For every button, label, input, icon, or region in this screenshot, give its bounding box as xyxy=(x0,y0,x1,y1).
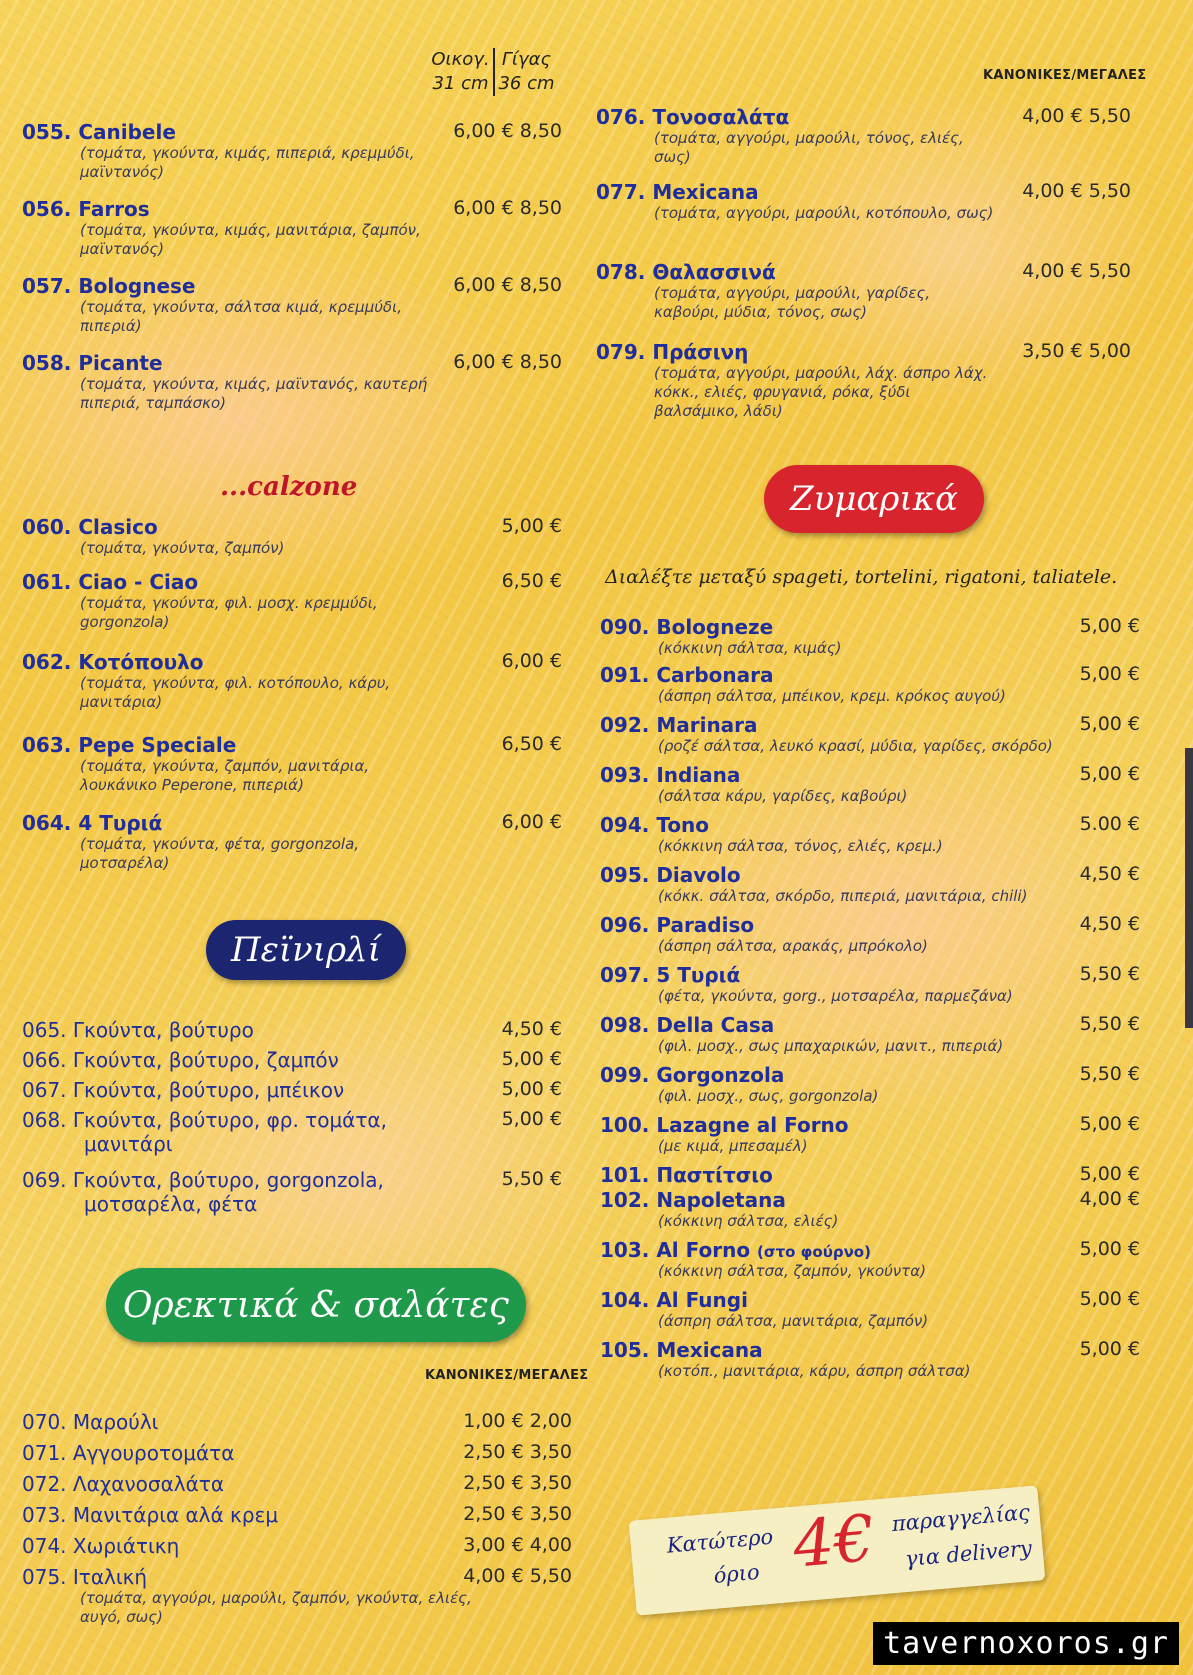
item-name: Bologneze xyxy=(656,615,774,639)
item-title xyxy=(600,1188,1140,1212)
item-price: 6,00 € 8,50 xyxy=(453,197,562,219)
item-number: 073. xyxy=(22,1503,67,1527)
item-name: Lazagne al Forno xyxy=(656,1113,849,1137)
item-name: Γκούντα, βούτυρο, ζαμπόν xyxy=(72,1048,339,1072)
item-name: Pepe Speciale xyxy=(78,733,237,757)
item-title xyxy=(22,1018,562,1042)
item-title xyxy=(600,813,1140,837)
item-number: 096. xyxy=(600,913,650,937)
pizzas-item xyxy=(22,120,562,182)
item-description: (τομάτα, γκούντα, κιμάς, μαϊντανός, καυτερή πιπεριά, ταμπάσκο) xyxy=(80,375,428,412)
item-description: (τομάτα, γκούντα, ζαμπόν, μανιτάρια, λουκάνικο Peperone, πιπεριά) xyxy=(80,757,370,794)
calzone-item xyxy=(22,570,562,632)
pasta-item xyxy=(600,615,1140,658)
item-price: 5,00 € xyxy=(1079,763,1140,785)
item-price: 4,00 € 5,50 xyxy=(463,1565,572,1587)
item-price: 5,50 € xyxy=(1079,1013,1140,1035)
pasta-item xyxy=(600,663,1140,706)
item-name: Χωριάτικη xyxy=(72,1534,180,1558)
item-name: Πράσινη xyxy=(652,340,749,364)
item-number: 072. xyxy=(22,1472,67,1496)
item-description: (άσπρη σάλτσα, μπέικον, κρεμ. κρόκος αυγού) xyxy=(658,687,1006,705)
item-price: 6,00 € 8,50 xyxy=(453,351,562,373)
item-number: 070. xyxy=(22,1410,67,1434)
item-name: Mexicana xyxy=(656,1338,763,1362)
item-name: Μανιτάρια αλά κρεμ xyxy=(72,1503,279,1527)
item-number: 068. xyxy=(22,1108,67,1132)
salads-item xyxy=(22,1472,572,1496)
banner-word4: για delivery xyxy=(903,1536,1033,1572)
item-number: 103. xyxy=(600,1238,650,1262)
peinirli-item xyxy=(22,1078,562,1102)
item-name: Al Fungi xyxy=(656,1288,748,1312)
pizza-list xyxy=(22,120,562,450)
item-name: Γκούντα, βούτυρο, φρ. τομάτα, xyxy=(72,1108,387,1132)
calzone-item xyxy=(22,733,562,795)
item-description: (ροζέ σάλτσα, λευκό κρασί, μύδια, γαρίδες, σκόρδο) xyxy=(658,737,1053,755)
pasta-item xyxy=(600,863,1140,906)
peinirli-item xyxy=(22,1018,562,1042)
item-number: 063. xyxy=(22,733,72,757)
item-description: (τομάτα, γκούντα, φιλ. κοτόπουλο, κάρυ, μανιτάρια) xyxy=(80,674,391,711)
item-price: 6,00 € 8,50 xyxy=(453,274,562,296)
item-number: 069. xyxy=(22,1168,67,1192)
item-description: (τομάτα, γκούντα, κιμάς, μανιτάρια, ζαμπόν, μαϊντανός) xyxy=(80,221,421,258)
item-name: Clasico xyxy=(78,515,158,539)
item-description: (άσπρη σάλτσα, αρακάς, μπρόκολο) xyxy=(658,937,928,955)
item-price: 2,50 € 3,50 xyxy=(463,1472,572,1494)
item-price: 5,50 € xyxy=(1079,1063,1140,1085)
item-name: Γκούντα, βούτυρο, gorgonzola, xyxy=(72,1168,384,1192)
item-price: 2,50 € 3,50 xyxy=(463,1503,572,1525)
item-name: Paradiso xyxy=(656,913,755,937)
page-edge-shadow xyxy=(1185,748,1193,1028)
item-number: 065. xyxy=(22,1018,67,1042)
peinirli-title: Πεϊνιρλί xyxy=(230,930,382,970)
item-number: 105. xyxy=(600,1338,650,1362)
banner-word1: Κατώτερο xyxy=(665,1524,775,1558)
size2-cm: 36 cm xyxy=(498,73,555,94)
item-number: 071. xyxy=(22,1441,67,1465)
item-number: 078. xyxy=(596,260,646,284)
item-number: 067. xyxy=(22,1078,67,1102)
item-name: Παστίτσιο xyxy=(656,1163,773,1187)
item-number: 094. xyxy=(600,813,650,837)
peinirli-item xyxy=(22,1168,562,1216)
item-name-extra: (στο φούρνο) xyxy=(757,1243,871,1261)
item-number: 099. xyxy=(600,1063,650,1087)
item-title xyxy=(22,515,562,539)
item-price: 4,00 € 5,50 xyxy=(1022,260,1131,282)
pasta-item xyxy=(600,963,1140,1006)
calzone-item xyxy=(22,811,562,873)
item-price: 2,50 € 3,50 xyxy=(463,1441,572,1463)
item-number: 064. xyxy=(22,811,72,835)
item-number: 077. xyxy=(596,180,646,204)
peinirli-item xyxy=(22,1108,562,1156)
item-price: 5,00 € xyxy=(1079,1113,1140,1135)
item-number: 060. xyxy=(22,515,72,539)
banner-amount: 4€ xyxy=(790,1501,878,1583)
item-name: Κοτόπουλο xyxy=(78,650,204,674)
item-price: 5,50 € xyxy=(501,1168,562,1190)
item-name: Ιταλική xyxy=(72,1565,148,1589)
salads-title-pill xyxy=(106,1268,526,1342)
item-price: 4,00 € 5,50 xyxy=(1022,180,1131,202)
item-name: Canibele xyxy=(78,120,176,144)
salads2-item xyxy=(596,260,1131,322)
item-description: (τομάτα, γκούντα, σάλτσα κιμά, κρεμμύδι, πιπεριά) xyxy=(80,298,402,335)
item-name: Μαρούλι xyxy=(72,1410,159,1434)
item-name: Λαχανοσαλάτα xyxy=(72,1472,225,1496)
item-price: 3,00 € 4,00 xyxy=(463,1534,572,1556)
item-title xyxy=(22,811,562,835)
item-price: 6,00 € xyxy=(501,650,562,672)
item-description: (τομάτα, γκούντα, ζαμπόν) xyxy=(80,539,285,557)
item-number: 098. xyxy=(600,1013,650,1037)
item-number: 090. xyxy=(600,615,650,639)
item-number: 061. xyxy=(22,570,72,594)
salads-list xyxy=(22,1410,572,1660)
item-title xyxy=(600,913,1140,937)
item-price: 5,50 € xyxy=(1079,963,1140,985)
item-title xyxy=(22,650,562,674)
item-title xyxy=(22,1078,562,1102)
pasta-choose-text: Διαλέξτε μεταξύ spageti, tortelini, rigatoni, taliatele. xyxy=(605,566,1118,588)
item-price: 5,00 € xyxy=(1079,663,1140,685)
size1-label: Οικογ. xyxy=(428,48,495,72)
item-price: 5.00 € xyxy=(1079,813,1140,835)
item-description: (φέτα, γκούντα, gorg., μοτσαρέλα, παρμεζάνα) xyxy=(658,987,1013,1005)
item-name: Farros xyxy=(78,197,150,221)
item-description: (φιλ. μοσχ., σως, gorgonzola) xyxy=(658,1087,879,1105)
item-title xyxy=(600,663,1140,687)
item-price: 5,00 € xyxy=(1079,1238,1140,1260)
item-price: 1,00 € 2,00 xyxy=(463,1410,572,1432)
pizza-size-header xyxy=(428,48,558,96)
item-name: Τονοσαλάτα xyxy=(652,105,790,129)
item-price: 5,00 € xyxy=(501,1048,562,1070)
item-title xyxy=(22,733,562,757)
item-number: 076. xyxy=(596,105,646,129)
pizzas-item xyxy=(22,274,562,336)
right-size-header: ΚΑΝΟΝΙΚΕΣ/ΜΕΓΑΛΕΣ xyxy=(983,68,1147,83)
salads2-item xyxy=(596,105,1131,167)
item-name: Napoletana xyxy=(656,1188,786,1212)
salads2-item xyxy=(596,180,1131,223)
pasta-item xyxy=(600,1013,1140,1056)
salads-title: Ορεκτικά & σαλάτες xyxy=(123,1284,509,1326)
item-name: Γκούντα, βούτυρο, μπέικον xyxy=(72,1078,345,1102)
item-description: (τομάτα, γκούντα, φέτα, gorgonzola, μοτσαρέλα) xyxy=(80,835,360,872)
salads-item xyxy=(22,1410,572,1434)
salads-item xyxy=(22,1503,572,1527)
item-price: 6,50 € xyxy=(501,570,562,592)
salads-item xyxy=(22,1441,572,1465)
item-number: 062. xyxy=(22,650,72,674)
item-price: 5,00 € xyxy=(1079,1163,1140,1185)
size1-cm: 31 cm xyxy=(428,72,495,96)
item-description: (σάλτσα κάρυ, γαρίδες, καβούρι) xyxy=(658,787,908,805)
salads-item xyxy=(22,1565,572,1627)
item-title xyxy=(600,763,1140,787)
item-price: 5,00 € xyxy=(501,1108,562,1130)
item-price: 5,00 € xyxy=(1079,1338,1140,1360)
item-description: (τομάτα, αγγούρι, μαρούλι, κοτόπουλο, σως) xyxy=(654,204,994,222)
item-number: 091. xyxy=(600,663,650,687)
item-name: 4 Τυριά xyxy=(78,811,163,835)
pasta-item xyxy=(600,1188,1140,1231)
item-description: (τομάτα, γκούντα, κιμάς, πιπεριά, κρεμμύδι, μαϊντανός) xyxy=(80,144,415,181)
item-title xyxy=(22,570,562,594)
peinirli-item xyxy=(22,1048,562,1072)
item-number: 055. xyxy=(22,120,72,144)
item-title xyxy=(22,1168,562,1192)
pasta-list xyxy=(600,615,1140,1470)
item-name: Diavolo xyxy=(656,863,741,887)
item-price: 6,00 € 8,50 xyxy=(453,120,562,142)
calzone-item xyxy=(22,650,562,712)
item-number: 056. xyxy=(22,197,72,221)
salads2-item xyxy=(596,340,1131,421)
item-description: (κόκκινη σάλτσα, ζαμπόν, γκούντα) xyxy=(658,1262,926,1280)
watermark: tavernoxoros.gr xyxy=(873,1622,1179,1665)
delivery-minimum-banner xyxy=(629,1485,1046,1615)
item-name: Bolognese xyxy=(78,274,196,298)
item-name: Tono xyxy=(656,813,710,837)
item-description: (κόκκινη σάλτσα, τόνος, ελιές, κρεμ.) xyxy=(658,837,943,855)
banner-word2: όριο xyxy=(712,1559,761,1588)
item-title xyxy=(600,713,1140,737)
item-name: 5 Τυριά xyxy=(656,963,741,987)
item-title xyxy=(22,1108,562,1132)
banner-word3: παραγγελίας xyxy=(890,1500,1031,1537)
item-name: Γκούντα, βούτυρο xyxy=(72,1018,254,1042)
pasta-item xyxy=(600,913,1140,956)
item-name: Della Casa xyxy=(656,1013,775,1037)
item-description: (τομάτα, γκούντα, φιλ. μοσχ. κρεμμύδι, gorgonzola) xyxy=(80,594,378,631)
pasta-item xyxy=(600,1063,1140,1106)
item-name: Mexicana xyxy=(652,180,759,204)
pasta-item xyxy=(600,1238,1140,1281)
peinirli-title-pill xyxy=(206,920,406,980)
pasta-title-pill xyxy=(764,465,984,533)
size2-label: Γίγας xyxy=(501,49,552,70)
item-price: 4,00 € 5,50 xyxy=(1022,105,1131,127)
pasta-title: Ζυμαρικά xyxy=(790,479,958,519)
pizzas-item xyxy=(22,197,562,259)
pizzas-item xyxy=(22,351,562,413)
item-price: 4,50 € xyxy=(501,1018,562,1040)
calzone-title: ...calzone xyxy=(220,472,358,502)
item-name: Gorgonzola xyxy=(656,1063,785,1087)
item-description: (φιλ. μοσχ., σως μπαχαρικών, μανιτ., πιπεριά) xyxy=(658,1037,1004,1055)
item-name: Picante xyxy=(78,351,163,375)
pasta-item xyxy=(600,1338,1140,1381)
item-price: 6,50 € xyxy=(501,733,562,755)
item-name-cont: μοτσαρέλα, φέτα xyxy=(84,1192,258,1216)
item-name: Θαλασσινά xyxy=(652,260,776,284)
item-price: 4,50 € xyxy=(1079,913,1140,935)
item-number: 097. xyxy=(600,963,650,987)
item-description: (τομάτα, αγγούρι, μαρούλι, ζαμπόν, γκούντα, ελιές, αυγό, σως) xyxy=(80,1589,472,1626)
item-price: 5,00 € xyxy=(1079,1288,1140,1310)
item-name: Carbonara xyxy=(656,663,774,687)
item-number: 058. xyxy=(22,351,72,375)
pasta-item xyxy=(600,1288,1140,1331)
item-number: 093. xyxy=(600,763,650,787)
item-number: 104. xyxy=(600,1288,650,1312)
item-title xyxy=(22,1048,562,1072)
item-number: 075. xyxy=(22,1565,67,1589)
item-number: 092. xyxy=(600,713,650,737)
item-description: (άσπρη σάλτσα, μανιτάρια, ζαμπόν) xyxy=(658,1312,929,1330)
item-number: 101. xyxy=(600,1163,650,1187)
pasta-item xyxy=(600,1163,1140,1187)
item-description: (με κιμά, μπεσαμέλ) xyxy=(658,1137,808,1155)
item-title xyxy=(600,1338,1140,1362)
item-name: Indiana xyxy=(656,763,741,787)
item-name: Αγγουροτομάτα xyxy=(72,1441,235,1465)
item-description: (κόκκινη σάλτσα, ελιές) xyxy=(658,1212,839,1230)
item-title xyxy=(600,1063,1140,1087)
item-title xyxy=(600,863,1140,887)
item-number: 079. xyxy=(596,340,646,364)
item-title xyxy=(600,1238,1140,1262)
item-price: 5,00 € xyxy=(501,515,562,537)
item-description: (τομάτα, αγγούρι, μαρούλι, τόνος, ελιές, σως) xyxy=(654,129,964,166)
item-description: (τομάτα, αγγούρι, μαρούλι, γαρίδες, καβούρι, μύδια, τόνος, σως) xyxy=(654,284,931,321)
item-number: 066. xyxy=(22,1048,67,1072)
salads-size-header: ΚΑΝΟΝΙΚΕΣ/ΜΕΓΑΛΕΣ xyxy=(425,1368,589,1383)
item-price: 5,00 € xyxy=(1079,615,1140,637)
item-number: 102. xyxy=(600,1188,650,1212)
item-title xyxy=(600,1288,1140,1312)
item-number: 057. xyxy=(22,274,72,298)
item-price: 4,00 € xyxy=(1079,1188,1140,1210)
calzone-list xyxy=(22,515,562,915)
pasta-item xyxy=(600,713,1140,756)
item-price: 5,00 € xyxy=(1079,713,1140,735)
item-description: (κοτόπ., μανιτάρια, κάρυ, άσπρη σάλτσα) xyxy=(658,1362,971,1380)
item-name-cont: μανιτάρι xyxy=(84,1132,173,1156)
salads-item xyxy=(22,1534,572,1558)
calzone-item xyxy=(22,515,562,558)
pasta-item xyxy=(600,1113,1140,1156)
item-name: Al Forno xyxy=(656,1238,751,1262)
item-title xyxy=(600,1163,1140,1187)
item-price: 4,50 € xyxy=(1079,863,1140,885)
item-name: Marinara xyxy=(656,713,758,737)
item-title xyxy=(600,1113,1140,1137)
item-price: 3,50 € 5,00 xyxy=(1022,340,1131,362)
item-number: 100. xyxy=(600,1113,650,1137)
item-name: Ciao - Ciao xyxy=(78,570,199,594)
item-price: 6,00 € xyxy=(501,811,562,833)
item-title xyxy=(600,1013,1140,1037)
salads2-list xyxy=(596,105,1131,450)
item-number: 095. xyxy=(600,863,650,887)
pasta-item xyxy=(600,813,1140,856)
item-description: (κόκκινη σάλτσα, κιμάς) xyxy=(658,639,842,657)
item-price: 5,00 € xyxy=(501,1078,562,1100)
peinirli-list xyxy=(22,1018,562,1238)
item-description: (κόκκ. σάλτσα, σκόρδο, πιπεριά, μανιτάρια, chili) xyxy=(658,887,1028,905)
item-title xyxy=(600,963,1140,987)
item-number: 074. xyxy=(22,1534,67,1558)
item-description: (τομάτα, αγγούρι, μαρούλι, λάχ. άσπρο λάχ. κόκκ., ελιές, φρυγανιά, ρόκα, ξύδι βαλσάμικο, λάδι) xyxy=(654,364,988,420)
pasta-item xyxy=(600,763,1140,806)
item-title xyxy=(600,615,1140,639)
